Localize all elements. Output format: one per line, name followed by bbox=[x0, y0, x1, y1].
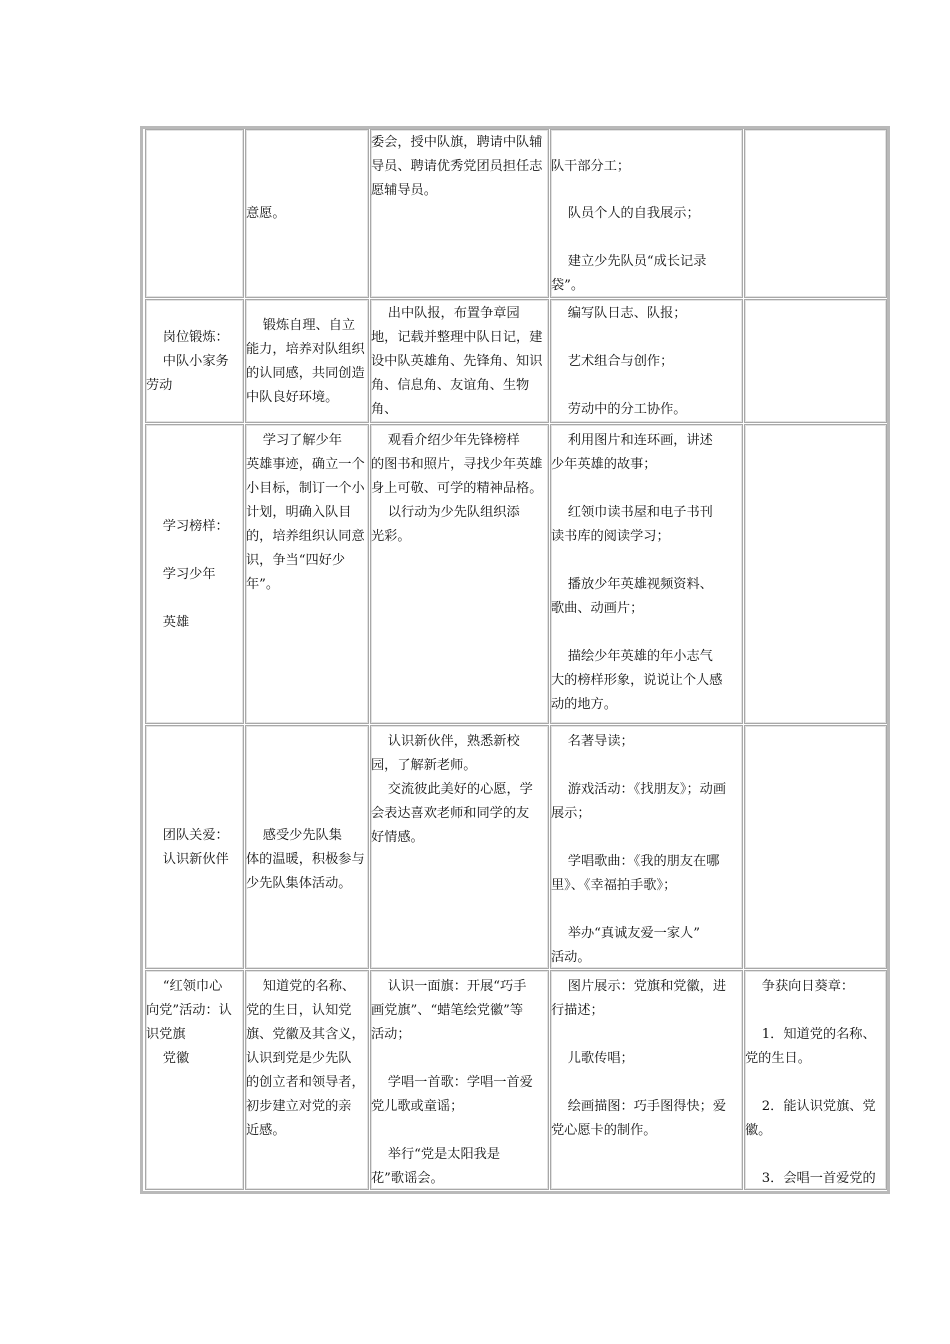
cell-text: 委会，授中队旗，聘请中队辅 导员、聘请优秀党团员担任志 愿辅导员。 bbox=[371, 135, 543, 198]
cell-goal bbox=[245, 970, 369, 1190]
cell-text: 利用图片和连环画，讲述 少年英雄的故事； bbox=[551, 433, 713, 472]
cell-text: 红领巾读书屋和电子书刊 读书库的阅读学习； bbox=[551, 505, 713, 544]
cell-text: 团队关爱： 认识新伙伴 bbox=[162, 828, 229, 867]
cell-text: 意愿。 bbox=[246, 206, 286, 221]
cell-method bbox=[550, 725, 743, 969]
cell-text: 举办“真诚友爱一家人” 活动。 bbox=[551, 926, 700, 965]
cell-text: 描绘少年英雄的年小志气 大的榜样形象，说说让个人感 动的地方。 bbox=[551, 649, 723, 712]
cell-activity-name bbox=[145, 129, 244, 298]
cell-evaluation bbox=[744, 299, 887, 423]
cell-method bbox=[550, 970, 743, 1190]
cell-text: 举行“党是太阳我是 花”歌谣会。 bbox=[371, 1147, 501, 1186]
table-row bbox=[143, 129, 887, 298]
cell-evaluation bbox=[744, 970, 887, 1190]
cell-goal bbox=[245, 725, 369, 969]
table-row bbox=[143, 424, 887, 724]
cell-content bbox=[370, 424, 549, 724]
cell-text: 队员个人的自我展示； bbox=[551, 206, 700, 221]
cell-method bbox=[550, 129, 743, 298]
activity-plan-table bbox=[140, 126, 890, 1194]
cell-text: 2．能认识党旗、党 徽。 bbox=[745, 1099, 876, 1138]
cell-text: 争获向日葵章： bbox=[745, 979, 855, 994]
cell-text: 感受少先队集 体的温暖，积极参与 少先队集体活动。 bbox=[246, 828, 365, 891]
cell-text: 学唱一首歌：学唱一首爱 党儿歌或童谣； bbox=[371, 1075, 533, 1114]
cell-text: 英雄 bbox=[146, 615, 190, 630]
cell-goal bbox=[245, 299, 369, 423]
cell-text: 出中队报，布置争章园 地，记载并整理中队日记，建 设中队英雄角、先锋角、知识 角、信息角、友谊角、生物角、 bbox=[371, 306, 543, 417]
cell-text: 图片展示：党旗和党徽，进 行描述； bbox=[551, 979, 727, 1018]
cell-text: 编写队日志、队报； bbox=[551, 306, 687, 321]
cell-goal bbox=[245, 424, 369, 724]
cell-text: 劳动中的分工协作。 bbox=[551, 402, 687, 417]
cell-text: 3．会唱一首爱党的 bbox=[745, 1171, 876, 1186]
cell-text: 认识一面旗：开展“巧手 画党旗”、“蜡笔绘党徽”等 活动； bbox=[371, 979, 527, 1042]
cell-text: 名著导读； bbox=[551, 734, 634, 749]
cell-text: 学习少年 bbox=[146, 567, 216, 582]
cell-text: 知道党的名称、 党的生日，认知党 旗、党徽及其含义， 认识到党是少先队 的创立者和领导者， 初步建立对党的亲 近感。 bbox=[246, 979, 365, 1138]
cell-activity-name bbox=[145, 725, 244, 969]
cell-text: 游戏活动：《找朋友》；动画 展示； bbox=[551, 782, 727, 821]
cell-content bbox=[370, 299, 549, 423]
cell-goal bbox=[245, 129, 369, 298]
cell-activity-name bbox=[145, 970, 244, 1190]
cell-text: 1．知道党的名称、 党的生日。 bbox=[745, 1027, 876, 1066]
cell-activity-name bbox=[145, 424, 244, 724]
cell-evaluation bbox=[744, 129, 887, 298]
cell-content bbox=[370, 970, 549, 1190]
cell-method bbox=[550, 424, 743, 724]
cell-text: 锻炼自理、自立 能力，培养对队组织 的认同感，共同创造 中队良好环境。 bbox=[246, 318, 365, 405]
cell-text: 播放少年英雄视频资料、 歌曲、动画片； bbox=[551, 577, 713, 616]
table-row bbox=[143, 970, 887, 1190]
cell-content bbox=[370, 129, 549, 298]
cell-text: “红领巾心 向党”活动：认 识党旗 党徽 bbox=[146, 979, 232, 1066]
cell-text: 学习了解少年 英雄事迹，确立一个 小目标，制订一个小 计划，明确入队目 的，培养组织认同意 识，争当“四好少 年”。 bbox=[246, 433, 365, 592]
cell-text: 儿歌传唱； bbox=[551, 1051, 634, 1066]
cell-activity-name bbox=[145, 299, 244, 423]
table-row bbox=[143, 725, 887, 969]
cell-content bbox=[370, 725, 549, 969]
cell-text: 认识新伙伴，熟悉新校 园，了解新老师。 交流彼此美好的心愿，学 会表达喜欢老师和同学的友 好情感。 bbox=[371, 734, 533, 845]
cell-text: 学唱歌曲：《我的朋友在哪 里》、《幸福拍手歌》； bbox=[551, 854, 720, 893]
cell-text: 绘画描图：巧手图得快；爱 党心愿卡的制作。 bbox=[551, 1099, 727, 1138]
cell-text: 艺术组合与创作； bbox=[551, 354, 674, 369]
cell-text: 学习榜样： bbox=[146, 519, 229, 534]
cell-text: 建立少先队员“成长记录 袋”。 bbox=[551, 254, 707, 293]
cell-text: 岗位锻炼： 中队小家务 劳动 bbox=[146, 330, 229, 393]
cell-method bbox=[550, 299, 743, 423]
cell-evaluation bbox=[744, 424, 887, 724]
cell-evaluation bbox=[744, 725, 887, 969]
cell-text: 队干部分工； bbox=[551, 159, 631, 174]
cell-text: 观看介绍少年先锋榜样 的图书和照片，寻找少年英雄 身上可敬、可学的精神品格。 以行动为少先队组织添 光彩。 bbox=[371, 433, 543, 544]
table-row bbox=[143, 299, 887, 423]
